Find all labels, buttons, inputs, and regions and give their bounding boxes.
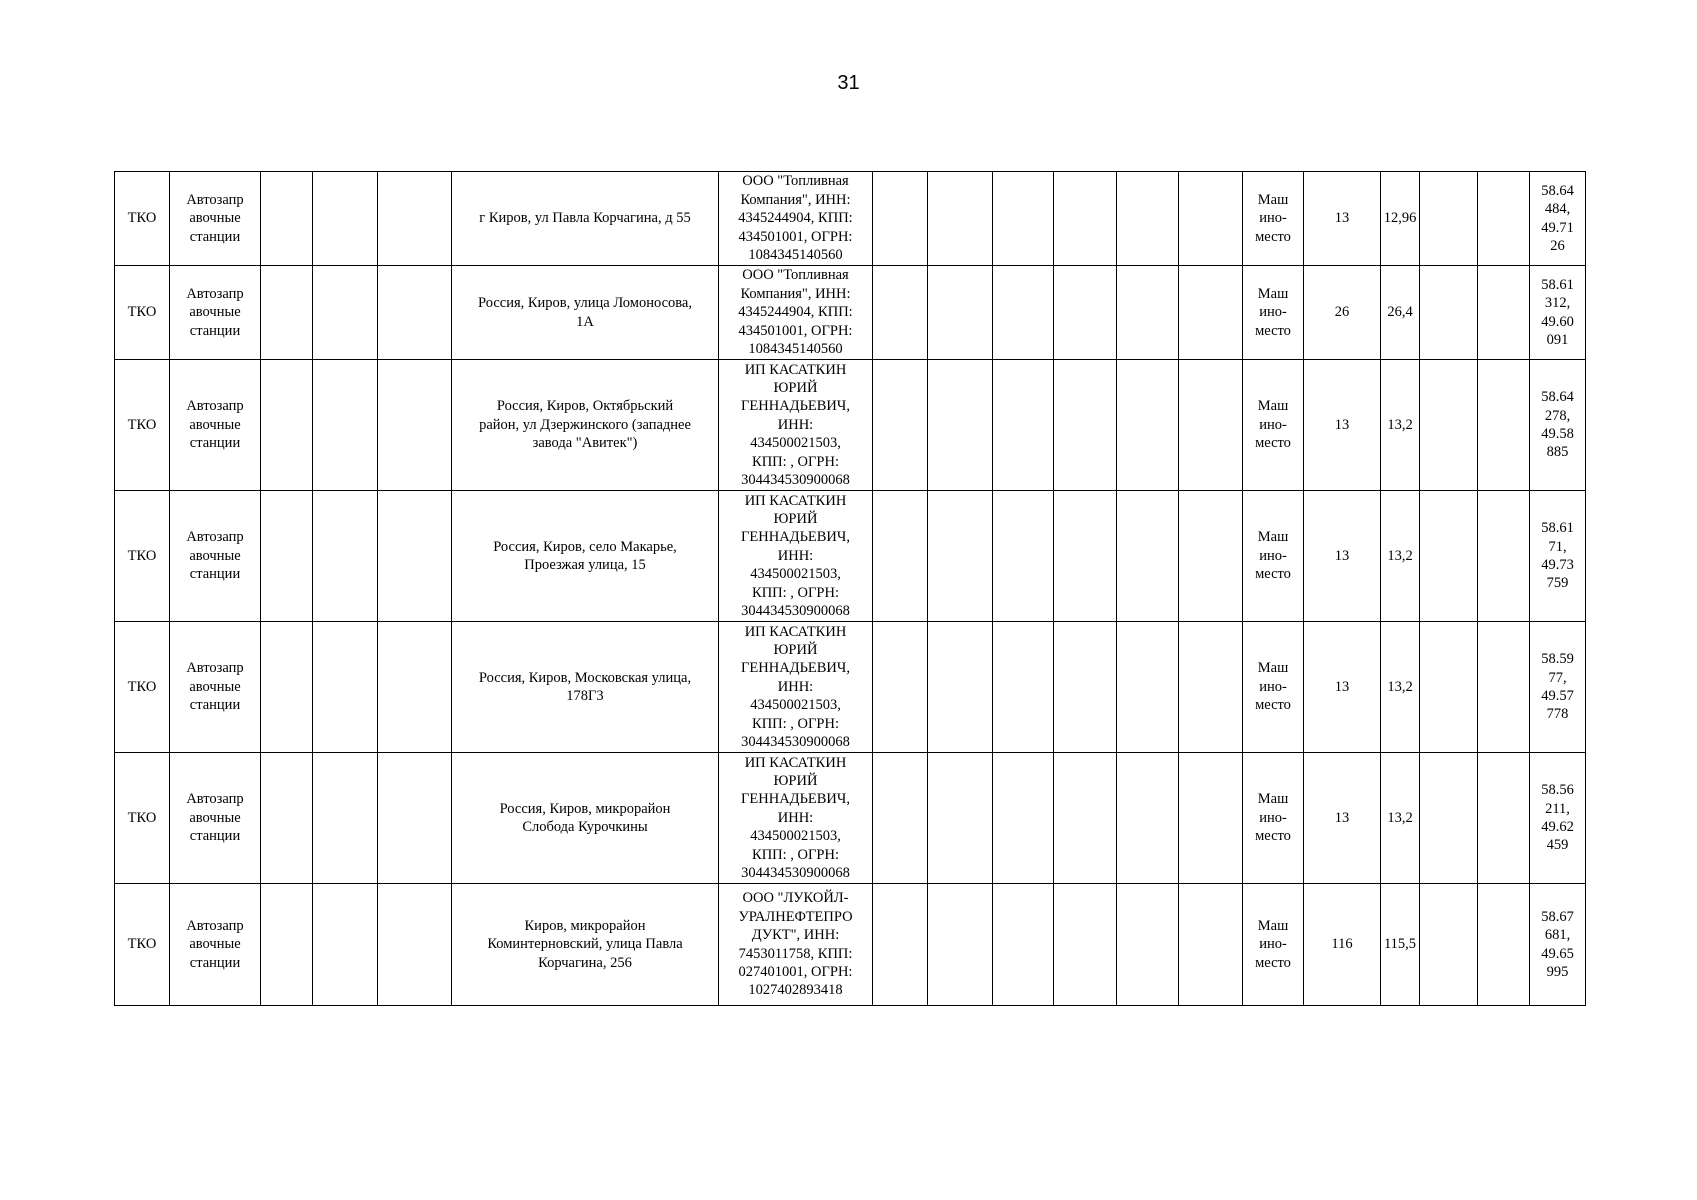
coordinates-cell [1530, 491, 1586, 622]
empty-cell [873, 172, 928, 266]
table-row [115, 266, 1586, 360]
facility-type-cell [170, 360, 261, 491]
coordinates-cell [1530, 266, 1586, 360]
empty-cell [993, 884, 1054, 1006]
owner-cell [719, 622, 873, 753]
empty-cell [1478, 266, 1530, 360]
address-cell-text: Россия, Киров, Октябрьский район, ул Дзержинского (западнее завода "Авитек") [479, 398, 691, 452]
empty-cell [261, 266, 313, 360]
address-cell [452, 491, 719, 622]
empty-cell [1420, 622, 1478, 753]
quantity-cell [1304, 491, 1381, 622]
empty-cell [1117, 266, 1179, 360]
empty-cell [1054, 622, 1117, 753]
empty-cell [928, 266, 993, 360]
owner-cell-text: ООО "Топливная Компания", ИНН: 4345244904, КПП: 434501001, ОГРН: 1084345140560 [738, 267, 853, 358]
coordinates-cell [1530, 172, 1586, 266]
area-cell-text: 115,5 [1383, 936, 1417, 953]
empty-cell [1054, 360, 1117, 491]
table-row [115, 884, 1586, 1006]
unit-cell-text: Маш ино- место [1255, 285, 1291, 339]
owner-cell-text: ООО "Топливная Компания", ИНН: 4345244904, КПП: 434501001, ОГРН: 1084345140560 [738, 173, 853, 264]
empty-cell [1478, 491, 1530, 622]
table-row [115, 753, 1586, 884]
empty-cell [261, 753, 313, 884]
empty-cell [378, 266, 452, 360]
empty-cell [1478, 884, 1530, 1006]
unit-cell-text: Маш ино- место [1255, 398, 1291, 452]
waste-type-cell-text: ТКО [127, 678, 157, 695]
registry-table [114, 171, 1586, 1006]
empty-cell [1117, 753, 1179, 884]
facility-type-cell-text: Автозапр авочные станции [186, 917, 244, 971]
facility-type-cell-text: Автозапр авочные станции [186, 191, 244, 245]
facility-type-cell-text: Автозапр авочные станции [186, 529, 244, 583]
address-cell [452, 753, 719, 884]
quantity-cell-text: 13 [1334, 547, 1350, 564]
unit-cell-text: Маш ино- место [1255, 660, 1291, 714]
coordinates-cell-text: 58.61 71, 49.73 759 [1541, 520, 1574, 592]
address-cell [452, 360, 719, 491]
empty-cell [1478, 172, 1530, 266]
empty-cell [261, 884, 313, 1006]
empty-cell [1179, 753, 1243, 884]
empty-cell [1117, 622, 1179, 753]
address-cell [452, 884, 719, 1006]
empty-cell [261, 622, 313, 753]
address-cell [452, 172, 719, 266]
empty-cell [993, 753, 1054, 884]
unit-cell [1243, 266, 1304, 360]
coordinates-cell-text: 58.61 312, 49.60 091 [1541, 276, 1574, 348]
waste-type-cell-text: ТКО [127, 547, 157, 564]
waste-type-cell [115, 491, 170, 622]
empty-cell [873, 491, 928, 622]
quantity-cell-text: 13 [1334, 809, 1350, 826]
empty-cell [1420, 172, 1478, 266]
empty-cell [1054, 753, 1117, 884]
empty-cell [1420, 884, 1478, 1006]
area-cell-text: 13,2 [1387, 416, 1413, 433]
quantity-cell [1304, 884, 1381, 1006]
empty-cell [928, 753, 993, 884]
quantity-cell [1304, 753, 1381, 884]
owner-cell-text: ИП КАСАТКИН ЮРИЙ ГЕННАДЬЕВИЧ, ИНН: 434500021503, КПП: , ОГРН: 304434530900068 [741, 623, 850, 751]
empty-cell [928, 360, 993, 491]
area-cell [1381, 266, 1420, 360]
empty-cell [993, 491, 1054, 622]
owner-cell [719, 491, 873, 622]
empty-cell [1420, 266, 1478, 360]
owner-cell [719, 360, 873, 491]
area-cell-text: 13,2 [1387, 678, 1413, 695]
address-cell-text: Россия, Киров, улица Ломоносова, 1А [478, 295, 692, 330]
empty-cell [313, 360, 378, 491]
table-row [115, 491, 1586, 622]
empty-cell [1478, 753, 1530, 884]
area-cell [1381, 491, 1420, 622]
empty-cell [1420, 753, 1478, 884]
waste-type-cell [115, 266, 170, 360]
empty-cell [873, 360, 928, 491]
area-cell [1381, 884, 1420, 1006]
empty-cell [1054, 172, 1117, 266]
empty-cell [1179, 266, 1243, 360]
quantity-cell-text: 26 [1334, 304, 1350, 321]
empty-cell [313, 622, 378, 753]
empty-cell [873, 266, 928, 360]
facility-type-cell-text: Автозапр авочные станции [186, 791, 244, 845]
coordinates-cell [1530, 753, 1586, 884]
empty-cell [1179, 172, 1243, 266]
area-cell [1381, 753, 1420, 884]
quantity-cell [1304, 360, 1381, 491]
coordinates-cell-text: 58.59 77, 49.57 778 [1541, 651, 1574, 723]
unit-cell [1243, 753, 1304, 884]
area-cell [1381, 622, 1420, 753]
facility-type-cell [170, 172, 261, 266]
facility-type-cell [170, 622, 261, 753]
empty-cell [1478, 622, 1530, 753]
empty-cell [261, 172, 313, 266]
coordinates-cell [1530, 622, 1586, 753]
address-cell-text: Россия, Киров, микрорайон Слобода Курочкины [499, 800, 671, 835]
empty-cell [378, 172, 452, 266]
coordinates-cell [1530, 360, 1586, 491]
empty-cell [1420, 491, 1478, 622]
empty-cell [993, 622, 1054, 753]
address-cell-text: Россия, Киров, село Макарье, Проезжая улица, 15 [493, 538, 677, 573]
area-cell [1381, 172, 1420, 266]
unit-cell-text: Маш ино- место [1255, 917, 1291, 971]
unit-cell [1243, 172, 1304, 266]
area-cell-text: 26,4 [1387, 304, 1413, 321]
waste-type-cell-text: ТКО [127, 416, 157, 433]
empty-cell [1179, 491, 1243, 622]
quantity-cell [1304, 172, 1381, 266]
empty-cell [378, 491, 452, 622]
empty-cell [378, 360, 452, 491]
empty-cell [261, 491, 313, 622]
empty-cell [873, 622, 928, 753]
address-cell-text: Киров, микрорайон Коминтерновский, улица Павла Корчагина, 256 [487, 917, 683, 971]
waste-type-cell-text: ТКО [127, 304, 157, 321]
address-cell [452, 266, 719, 360]
facility-type-cell-text: Автозапр авочные станции [186, 285, 244, 339]
empty-cell [313, 884, 378, 1006]
empty-cell [1054, 491, 1117, 622]
owner-cell [719, 172, 873, 266]
empty-cell [873, 884, 928, 1006]
owner-cell-text: ИП КАСАТКИН ЮРИЙ ГЕННАДЬЕВИЧ, ИНН: 434500021503, КПП: , ОГРН: 304434530900068 [741, 754, 850, 882]
owner-cell-text: ИП КАСАТКИН ЮРИЙ ГЕННАДЬЕВИЧ, ИНН: 434500021503, КПП: , ОГРН: 304434530900068 [741, 361, 850, 489]
quantity-cell-text: 116 [1331, 936, 1353, 953]
waste-type-cell [115, 884, 170, 1006]
address-cell [452, 622, 719, 753]
facility-type-cell [170, 491, 261, 622]
empty-cell [928, 622, 993, 753]
coordinates-cell-text: 58.64 484, 49.71 26 [1541, 182, 1574, 254]
empty-cell [1179, 360, 1243, 491]
empty-cell [1054, 266, 1117, 360]
empty-cell [313, 753, 378, 884]
facility-type-cell-text: Автозапр авочные станции [186, 660, 244, 714]
table-row [115, 360, 1586, 491]
empty-cell [928, 491, 993, 622]
unit-cell [1243, 884, 1304, 1006]
empty-cell [1478, 360, 1530, 491]
unit-cell-text: Маш ино- место [1255, 191, 1291, 245]
quantity-cell [1304, 622, 1381, 753]
coordinates-cell-text: 58.64 278, 49.58 885 [1541, 389, 1574, 461]
empty-cell [993, 172, 1054, 266]
unit-cell [1243, 360, 1304, 491]
address-cell-text: Россия, Киров, Московская улица, 178Г3 [478, 669, 692, 704]
waste-type-cell [115, 360, 170, 491]
empty-cell [1117, 172, 1179, 266]
empty-cell [1420, 360, 1478, 491]
empty-cell [378, 622, 452, 753]
empty-cell [993, 266, 1054, 360]
empty-cell [928, 172, 993, 266]
empty-cell [928, 884, 993, 1006]
address-cell-text: г Киров, ул Павла Корчагина, д 55 [479, 210, 691, 227]
waste-type-cell-text: ТКО [127, 210, 157, 227]
quantity-cell [1304, 266, 1381, 360]
empty-cell [873, 753, 928, 884]
empty-cell [1117, 360, 1179, 491]
area-cell-text: 13,2 [1387, 547, 1413, 564]
empty-cell [1179, 622, 1243, 753]
quantity-cell-text: 13 [1334, 678, 1350, 695]
empty-cell [313, 266, 378, 360]
facility-type-cell-text: Автозапр авочные станции [186, 398, 244, 452]
coordinates-cell-text: 58.67 681, 49.65 995 [1541, 908, 1574, 980]
empty-cell [1117, 884, 1179, 1006]
coordinates-cell [1530, 884, 1586, 1006]
table-row [115, 172, 1586, 266]
owner-cell [719, 753, 873, 884]
waste-type-cell [115, 172, 170, 266]
unit-cell [1243, 622, 1304, 753]
area-cell-text: 12,96 [1383, 210, 1417, 227]
unit-cell-text: Маш ино- место [1255, 791, 1291, 845]
waste-type-cell [115, 622, 170, 753]
area-cell [1381, 360, 1420, 491]
empty-cell [378, 753, 452, 884]
unit-cell-text: Маш ино- место [1255, 529, 1291, 583]
coordinates-cell-text: 58.56 211, 49.62 459 [1541, 782, 1574, 854]
facility-type-cell [170, 884, 261, 1006]
page-number: 31 [837, 72, 860, 94]
table-row [115, 622, 1586, 753]
owner-cell-text: ИП КАСАТКИН ЮРИЙ ГЕННАДЬЕВИЧ, ИНН: 434500021503, КПП: , ОГРН: 304434530900068 [741, 492, 850, 620]
empty-cell [313, 491, 378, 622]
unit-cell [1243, 491, 1304, 622]
waste-type-cell-text: ТКО [127, 809, 157, 826]
empty-cell [261, 360, 313, 491]
empty-cell [1117, 491, 1179, 622]
empty-cell [993, 360, 1054, 491]
empty-cell [1179, 884, 1243, 1006]
empty-cell [378, 884, 452, 1006]
facility-type-cell [170, 753, 261, 884]
empty-cell [313, 172, 378, 266]
owner-cell [719, 884, 873, 1006]
quantity-cell-text: 13 [1334, 416, 1350, 433]
facility-type-cell [170, 266, 261, 360]
owner-cell-text: ООО "ЛУКОЙЛ- УРАЛНЕФТЕПРО ДУКТ", ИНН: 7453011758, КПП: 027401001, ОГРН: 1027402893418 [738, 890, 853, 999]
waste-type-cell [115, 753, 170, 884]
quantity-cell-text: 13 [1334, 210, 1350, 227]
waste-type-cell-text: ТКО [127, 936, 157, 953]
owner-cell [719, 266, 873, 360]
area-cell-text: 13,2 [1387, 809, 1413, 826]
empty-cell [1054, 884, 1117, 1006]
